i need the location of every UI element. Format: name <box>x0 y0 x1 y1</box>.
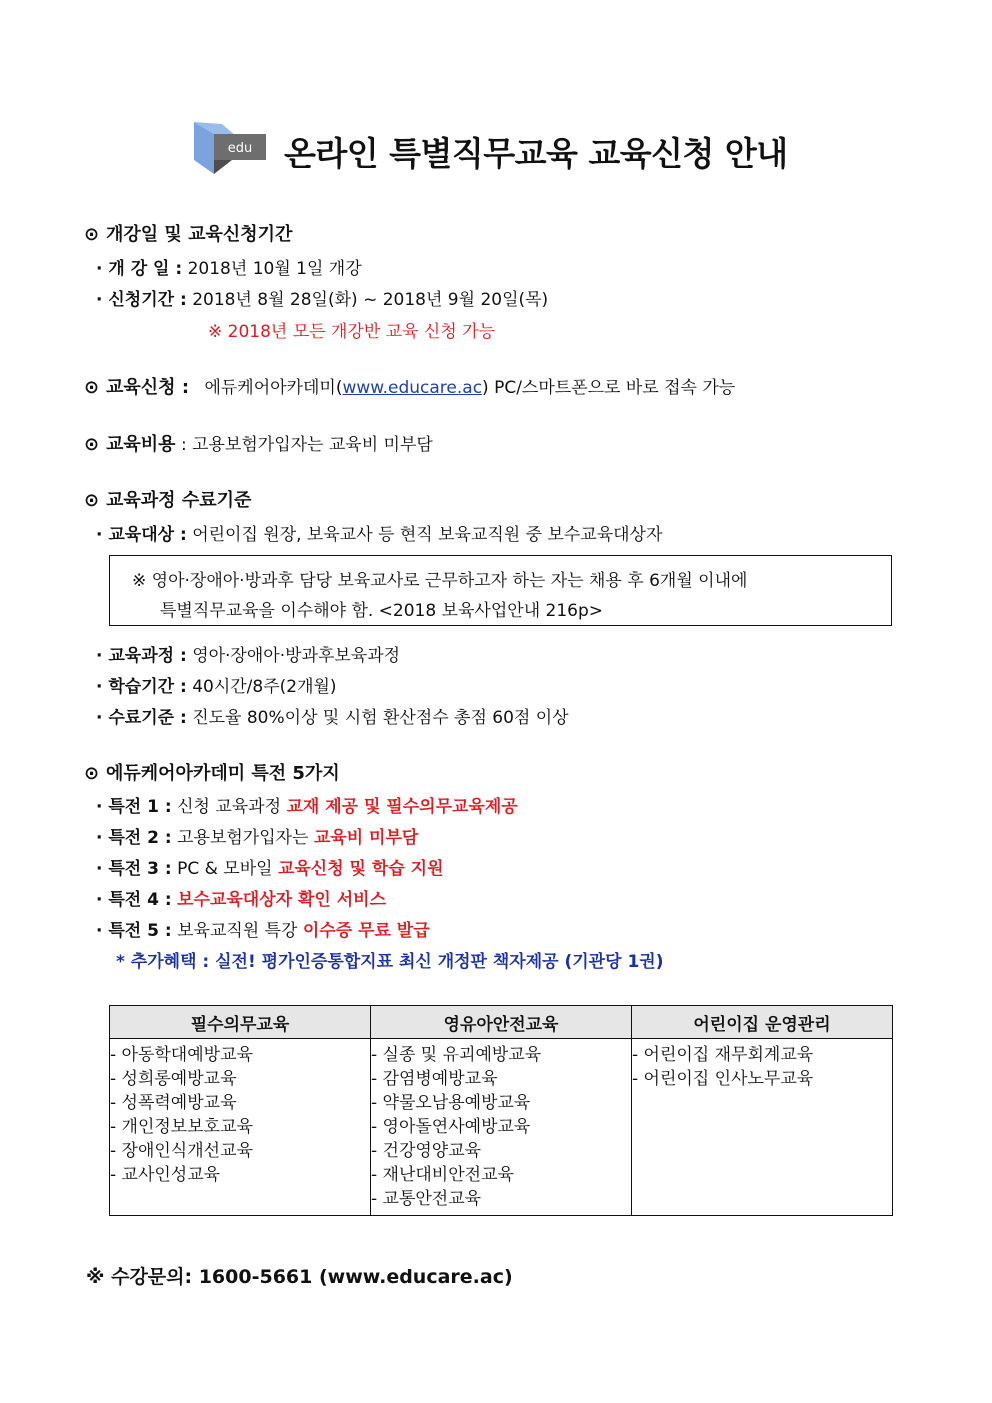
list-item: - 약물오남용예방교육 <box>371 1093 531 1113</box>
course-table <box>109 1005 893 1216</box>
list-item: - 감염병예방교육 <box>371 1069 498 1089</box>
benefit-row: · 특전 2 : 고용보험가입자는 교육비 미부담 <box>96 828 419 848</box>
list-item: - 성폭력예방교육 <box>110 1093 237 1113</box>
list-item: - 어린이집 인사노무교육 <box>632 1069 814 1089</box>
bullet-circle-icon: ⊙ <box>84 490 100 511</box>
section-fee: ⊙ 교육비용 : 고용보험가입자는 교육비 미부담 <box>84 434 433 455</box>
list-item: - 어린이집 재무회계교육 <box>632 1045 814 1065</box>
bullet-circle-icon: ⊙ <box>84 377 100 398</box>
table-cell-mandatory <box>110 1039 371 1216</box>
list-item: - 교통안전교육 <box>371 1189 482 1209</box>
educare-link[interactable]: www.educare.ac <box>342 378 483 398</box>
section-course: ⊙ 교육과정 수료기준 <box>84 490 252 511</box>
list-item: - 교사인성교육 <box>110 1165 221 1185</box>
list-item: - 실종 및 유괴예방교육 <box>371 1045 542 1065</box>
application-note: ※ 2018년 모든 개강반 교육 신청 가능 <box>208 322 495 342</box>
course-row: · 교육과정 : 영아·장애아·방과후보육과정 <box>96 646 401 666</box>
table-cell-management <box>632 1039 893 1216</box>
bullet-circle-icon: ⊙ <box>84 434 100 455</box>
table-cell-safety <box>371 1039 632 1216</box>
extra-benefit: * 추가혜택 : 실전! 평가인증통합지표 최신 개정판 책자제공 (기관당 1권) <box>116 952 664 972</box>
list-item: - 성희롱예방교육 <box>110 1069 237 1089</box>
list-item: - 건강영양교육 <box>371 1141 482 1161</box>
duration-row: · 학습기간 : 40시간/8주(2개월) <box>96 677 337 697</box>
list-item: - 영아돌연사예방교육 <box>371 1117 531 1137</box>
table-header: 영유아안전교육 <box>371 1006 632 1039</box>
application-period-row: · 신청기간 : 2018년 8월 28일(화) ~ 2018년 9월 20일(목) <box>96 290 549 310</box>
list-item: - 아동학대예방교육 <box>110 1045 253 1065</box>
opening-date-row: · 개 강 일 : 2018년 10월 1일 개강 <box>96 259 362 279</box>
benefit-row: · 특전 4 : 보수교육대상자 확인 서비스 <box>96 890 386 910</box>
benefit-row: · 특전 5 : 보육교직원 특강 이수증 무료 발급 <box>96 921 430 941</box>
note-box: ※ 영아·장애아·방과후 담당 보육교사로 근무하고자 하는 자는 채용 후 6개월 이내에 특별직무교육을 이수해야 함. <2018 보육사업안내 216p> <box>109 555 892 626</box>
table-header: 필수의무교육 <box>110 1006 371 1039</box>
criteria-row: · 수료기준 : 진도율 80%이상 및 시험 환산점수 총점 60점 이상 <box>96 708 569 728</box>
list-item: - 개인정보보호교육 <box>110 1117 253 1137</box>
logo-text: edu <box>227 141 253 156</box>
edu-logo <box>192 120 268 178</box>
section-application: ⊙ 교육신청 : 에듀케어아카데미(www.educare.ac) PC/스마트폰으로 바로 접속 가능 <box>84 377 736 398</box>
list-item: - 장애인식개선교육 <box>110 1141 253 1161</box>
benefit-row: · 특전 1 : 신청 교육과정 교재 제공 및 필수의무교육제공 <box>96 797 518 817</box>
page-title: 온라인 특별직무교육 교육신청 안내 <box>284 134 788 173</box>
section-heading: 개강일 및 교육신청기간 <box>106 224 293 245</box>
target-row: · 교육대상 : 어린이집 원장, 보육교사 등 현직 보육교직원 중 보수교육대상자 <box>96 525 663 545</box>
list-item: - 재난대비안전교육 <box>371 1165 514 1185</box>
bullet-circle-icon: ⊙ <box>84 224 100 245</box>
bullet-circle-icon: ⊙ <box>84 763 100 784</box>
section-benefits: ⊙ 에듀케어아카데미 특전 5가지 <box>84 763 340 784</box>
benefit-row: · 특전 3 : PC & 모바일 교육신청 및 학습 지원 <box>96 859 444 879</box>
inquiry-footer: ※ 수강문의: 1600-5661 (www.educare.ac) <box>86 1266 513 1288</box>
table-header: 어린이집 운영관리 <box>632 1006 893 1039</box>
section-opening <box>84 220 292 246</box>
